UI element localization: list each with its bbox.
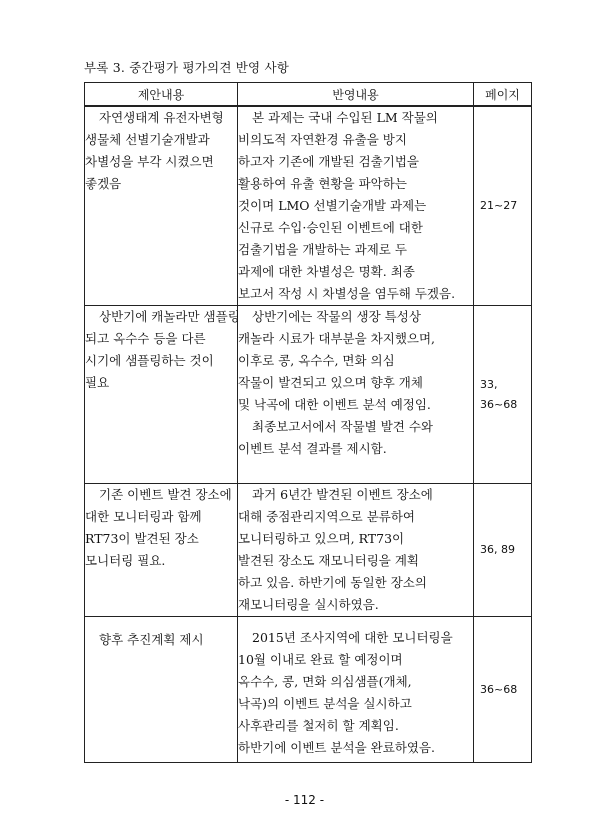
evaluation-table: [84, 82, 532, 763]
response-line: 상반기에는 작물의 생장 특성상: [252, 309, 421, 324]
proposal-cell: [85, 617, 238, 763]
proposal-line: 차별성을 부각 시켰으면: [85, 154, 214, 169]
proposal-cell: [85, 106, 238, 306]
response-line: 신규로 수입·승인된 이벤트에 대한: [238, 220, 423, 235]
proposal-line: 모니터링 필요.: [85, 553, 166, 568]
response-line: 옥수수, 콩, 면화 의심샘플(개체,: [238, 674, 412, 689]
page-ref: 36~68: [480, 682, 518, 696]
response-line: 캐놀라 시료가 대부분을 차지했으며,: [238, 331, 436, 346]
column-header-page: 페이지: [474, 83, 532, 107]
proposal-line: 기존 이벤트 발견 장소에: [99, 487, 232, 502]
response-line: 모니터링하고 있으며, RT73이: [238, 531, 405, 546]
response-line: 하고 있음. 하반기에 동일한 장소의: [238, 575, 427, 590]
response-line: 보고서 작성 시 차별성을 염두해 두겠음.: [238, 286, 456, 301]
response-line: 이후로 콩, 옥수수, 면화 의심: [238, 353, 395, 368]
page-ref: 33,: [480, 377, 498, 391]
response-line: 본 과제는 국내 수입된 LM 작물의: [252, 110, 438, 125]
appendix-title: 부록 3. 중간평가 평가의견 반영 사항: [84, 60, 290, 75]
response-line: 이벤트 분석 결과를 제시함.: [238, 441, 387, 456]
column-header-proposal: 제안내용: [85, 83, 238, 107]
page-cell: [474, 106, 532, 306]
response-line: 2015년 조사지역에 대한 모니터링을: [252, 630, 453, 645]
proposal-line: 대한 모니터링과 함께: [85, 509, 202, 524]
response-line: 과거 6년간 발견된 이벤트 장소에: [252, 487, 433, 502]
page-cell: [474, 306, 532, 484]
proposal-line: 좋겠음: [85, 176, 122, 191]
table-header-row: [85, 83, 532, 107]
response-line: 것이며 LMO 선별기술개발 과제는: [238, 198, 427, 213]
proposal-cell: [85, 306, 238, 484]
page-ref: 36~68: [480, 397, 518, 411]
response-line: 작물이 발견되고 있으며 향후 개체: [238, 375, 423, 390]
proposal-line: 상반기에 캐놀라만 샘플링: [99, 309, 240, 324]
proposal-line: 필요: [85, 375, 110, 390]
column-header-response: 반영내용: [238, 83, 474, 107]
response-line: 검출기법을 개발하는 과제로 두: [238, 242, 407, 257]
response-line: 대해 중점관리지역으로 분류하여: [238, 509, 415, 524]
proposal-line: RT73이 발견된 장소: [85, 531, 199, 546]
proposal-line: 생물체 선별기술개발과: [85, 132, 210, 147]
proposal-line: 향후 추진계획 제시: [99, 632, 204, 647]
response-line: 및 낙곡에 대한 이벤트 분석 예정임.: [238, 397, 431, 412]
response-line: 10월 이내로 완료 할 예정이며: [238, 652, 403, 667]
response-line: 비의도적 자연환경 유출을 방지: [238, 132, 407, 147]
response-cell: [238, 484, 474, 617]
proposal-line: 되고 옥수수 등을 다른: [85, 331, 206, 346]
page-ref: 21~27: [480, 199, 518, 212]
page-number: - 112 -: [284, 793, 325, 807]
table-row: [85, 617, 532, 763]
table-row: [85, 306, 532, 484]
response-line: 활용하여 유출 현황을 파악하는: [238, 176, 407, 191]
response-cell: [238, 617, 474, 763]
response-line: 낙곡)의 이벤트 분석을 실시하고: [238, 696, 412, 711]
response-line: 발견된 장소도 재모니터링을 계획: [238, 553, 419, 568]
table-row: [85, 484, 532, 617]
response-line: 최종보고서에서 작물별 발견 수와: [252, 419, 433, 434]
table-row: [85, 106, 532, 306]
response-cell: [238, 306, 474, 484]
proposal-cell: [85, 484, 238, 617]
response-line: 사후관리를 철저히 할 계획임.: [238, 718, 399, 733]
page-ref: 36, 89: [480, 543, 515, 556]
response-line: 하고자 기존에 개발된 검출기법을: [238, 154, 419, 169]
response-cell: [238, 106, 474, 306]
proposal-line: 자연생태계 유전자변형: [99, 110, 224, 125]
response-line: 하반기에 이벤트 분석을 완료하였음.: [238, 740, 436, 755]
response-line: 재모니터링을 실시하였음.: [238, 597, 379, 612]
response-line: 과제에 대한 차별성은 명확. 최종: [238, 264, 415, 279]
proposal-line: 시기에 샘플링하는 것이: [85, 353, 214, 368]
page-cell: [474, 484, 532, 617]
page-cell: [474, 617, 532, 763]
